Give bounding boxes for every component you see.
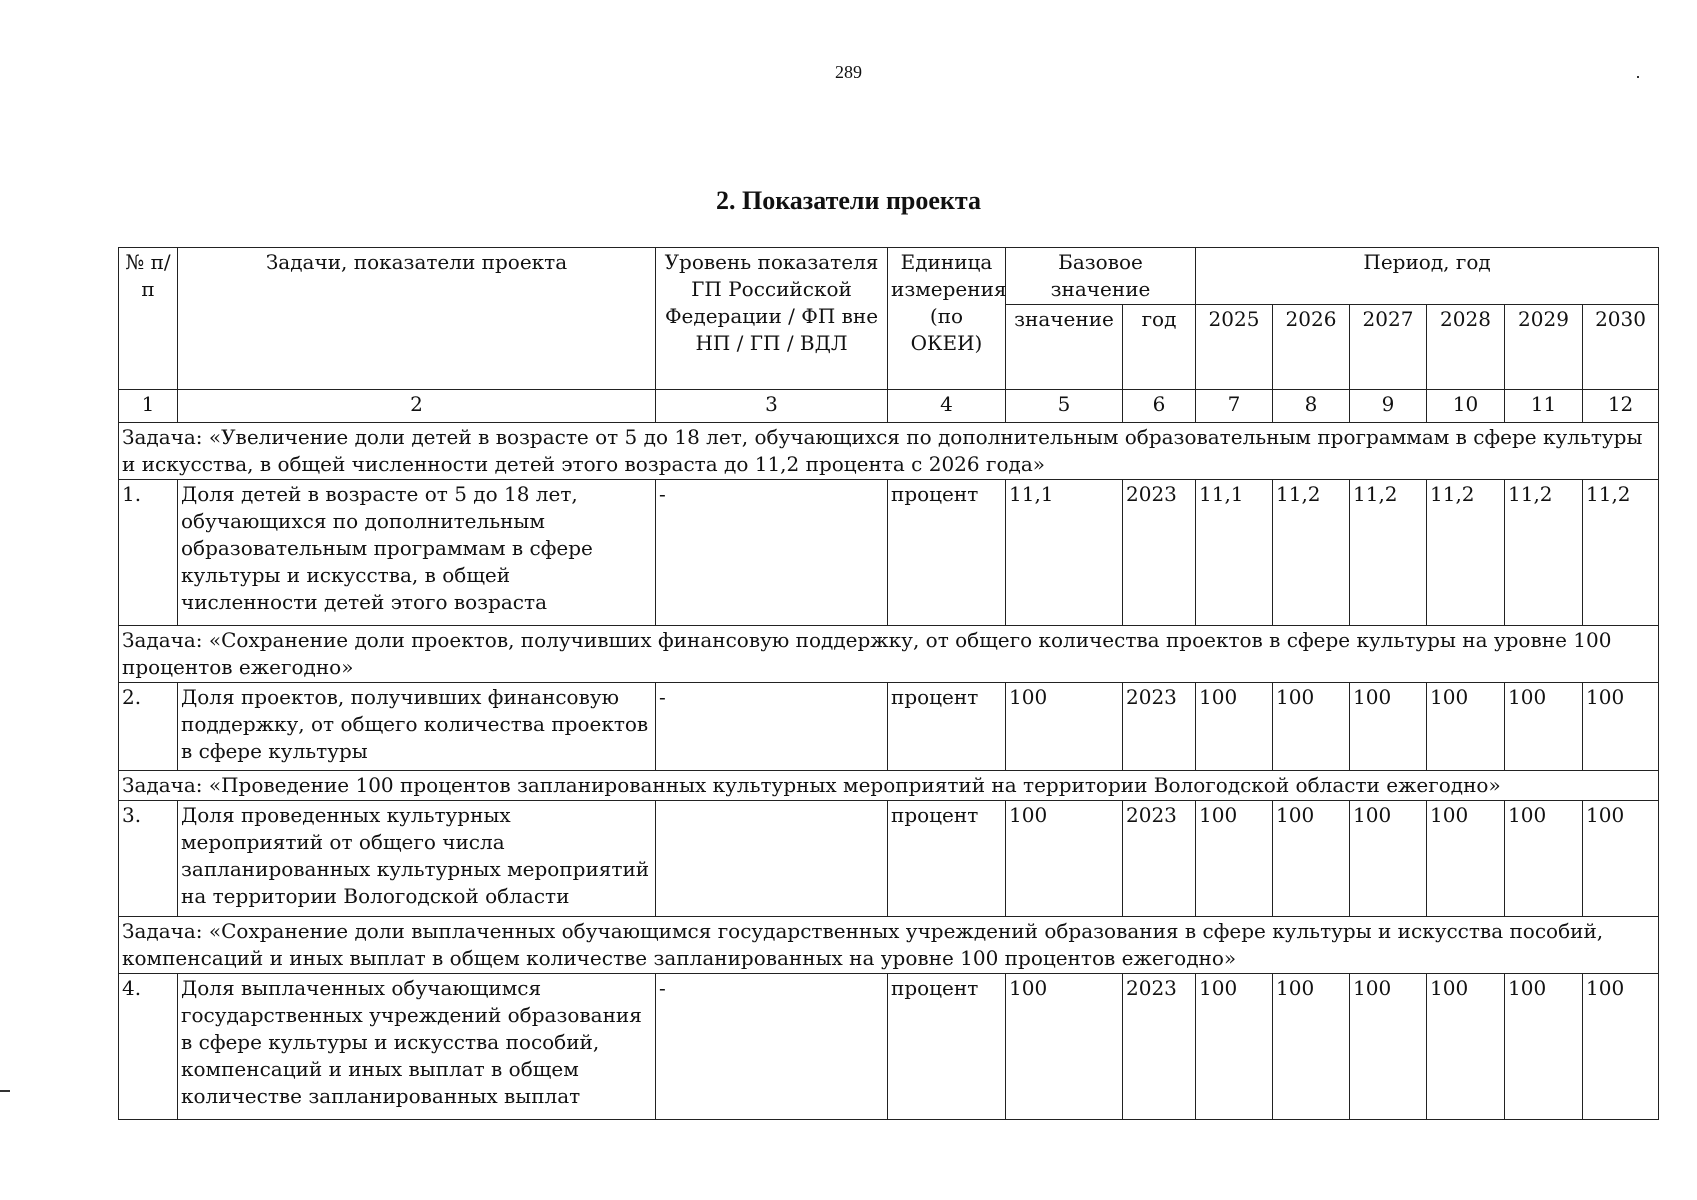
header-base-year: год (1123, 305, 1196, 390)
column-number: 4 (888, 390, 1006, 423)
indicator-level: - (656, 974, 888, 1120)
indicator-value: 100 (1583, 683, 1659, 771)
header-year: 2030 (1583, 305, 1659, 390)
indicator-value: 100 (1505, 801, 1583, 917)
task-row (119, 771, 1659, 801)
indicator-value: 100 (1427, 801, 1505, 917)
indicator-no: 3. (119, 801, 178, 917)
indicator-base-year: 2023 (1123, 974, 1196, 1120)
column-number: 12 (1583, 390, 1659, 423)
column-number: 8 (1273, 390, 1350, 423)
header-row (119, 248, 1659, 305)
indicator-value: 100 (1196, 683, 1273, 771)
indicator-value: 11,2 (1350, 480, 1427, 626)
header-base-value: значение (1006, 305, 1123, 390)
indicator-base-value: 100 (1006, 801, 1123, 917)
indicator-no: 4. (119, 974, 178, 1120)
indicator-base-value: 100 (1006, 683, 1123, 771)
column-number: 7 (1196, 390, 1273, 423)
header-year: 2027 (1350, 305, 1427, 390)
header-year: 2026 (1273, 305, 1350, 390)
indicator-base-year: 2023 (1123, 801, 1196, 917)
header-period: Период, год (1196, 248, 1659, 305)
column-number: 10 (1427, 390, 1505, 423)
indicator-value: 11,2 (1583, 480, 1659, 626)
indicator-value: 11,2 (1427, 480, 1505, 626)
margin-mark (0, 1090, 10, 1092)
column-number: 5 (1006, 390, 1123, 423)
indicator-value: 100 (1505, 683, 1583, 771)
indicator-row (119, 683, 1659, 771)
indicator-value: 100 (1196, 801, 1273, 917)
column-number: 9 (1350, 390, 1427, 423)
task-text: Задача: «Сохранение доли выплаченных обучающимся государственных учреждений образования в сфере культуры и искусства пособий, компенсаций и иных выплат в общем количестве запланированных на уровне 100 процентов ежегодно» (119, 917, 1659, 974)
indicator-value: 100 (1583, 974, 1659, 1120)
indicator-value: 11,2 (1505, 480, 1583, 626)
page-title: 2. Показатели проекта (715, 186, 981, 215)
indicator-value: 11,2 (1273, 480, 1350, 626)
indicator-value: 100 (1350, 974, 1427, 1120)
column-number: 11 (1505, 390, 1583, 423)
column-number: 6 (1123, 390, 1196, 423)
header-base: Базовое значение (1006, 248, 1196, 305)
page-number: 289 (835, 62, 862, 82)
indicators-table (118, 247, 1659, 1120)
indicator-unit: процент (888, 683, 1006, 771)
indicator-row (119, 801, 1659, 917)
indicator-name: Доля выплаченных обучающимся государственных учреждений образования в сфере культуры и искусства пособий, компенсаций и иных выплат в общем количестве запланированных выплат (178, 974, 656, 1120)
header-unit: Единица измерения (по ОКЕИ) (888, 248, 1006, 390)
indicator-unit: процент (888, 801, 1006, 917)
header-year: 2025 (1196, 305, 1273, 390)
column-number: 3 (656, 390, 888, 423)
indicator-base-value: 100 (1006, 974, 1123, 1120)
indicator-no: 2. (119, 683, 178, 771)
column-number: 2 (178, 390, 656, 423)
column-number-row (119, 390, 1659, 423)
header-year: 2028 (1427, 305, 1505, 390)
task-row (119, 917, 1659, 974)
indicator-level: - (656, 683, 888, 771)
indicator-base-year: 2023 (1123, 480, 1196, 626)
indicator-base-year: 2023 (1123, 683, 1196, 771)
task-row (119, 626, 1659, 683)
indicator-level: - (656, 480, 888, 626)
indicator-value: 100 (1273, 974, 1350, 1120)
task-text: Задача: «Проведение 100 процентов запланированных культурных мероприятий на территории Вологодской области ежегодно» (119, 771, 1659, 801)
indicator-value: 100 (1350, 801, 1427, 917)
indicator-value: 100 (1427, 683, 1505, 771)
header-year: 2029 (1505, 305, 1583, 390)
header-no: № п/п (119, 248, 178, 390)
indicator-value: 100 (1196, 974, 1273, 1120)
indicator-unit: процент (888, 974, 1006, 1120)
indicator-unit: процент (888, 480, 1006, 626)
task-text: Задача: «Увеличение доли детей в возрасте от 5 до 18 лет, обучающихся по дополнительным образовательным программам в сфере культуры и искусства, в общей численности детей этого возраста до 11,2 процента с 2026 года» (119, 423, 1659, 480)
task-text: Задача: «Сохранение доли проектов, получивших финансовую поддержку, от общего количества проектов в сфере культуры на уровне 100 процентов ежегодно» (119, 626, 1659, 683)
indicator-name: Доля проведенных культурных мероприятий от общего числа запланированных культурных мероприятий на территории Вологодской области (178, 801, 656, 917)
indicator-level (656, 801, 888, 917)
margin-mark (1637, 76, 1639, 78)
indicator-value: 100 (1273, 801, 1350, 917)
header-level: Уровень показателя ГП Российской Федерации / ФП вне НП / ГП / ВДЛ (656, 248, 888, 390)
task-row (119, 423, 1659, 480)
indicator-base-value: 11,1 (1006, 480, 1123, 626)
indicator-value: 100 (1273, 683, 1350, 771)
indicator-name: Доля детей в возрасте от 5 до 18 лет, обучающихся по дополнительным образовательным программам в сфере культуры и искусства, в общей численности детей этого возраста (178, 480, 656, 626)
indicator-value: 100 (1350, 683, 1427, 771)
indicator-value: 100 (1583, 801, 1659, 917)
indicator-value: 100 (1427, 974, 1505, 1120)
column-number: 1 (119, 390, 178, 423)
indicator-row (119, 480, 1659, 626)
indicator-row (119, 974, 1659, 1120)
indicator-value: 100 (1505, 974, 1583, 1120)
indicator-no: 1. (119, 480, 178, 626)
header-tasks: Задачи, показатели проекта (178, 248, 656, 390)
indicator-value: 11,1 (1196, 480, 1273, 626)
indicator-name: Доля проектов, получивших финансовую поддержку, от общего количества проектов в сфере культуры (178, 683, 656, 771)
